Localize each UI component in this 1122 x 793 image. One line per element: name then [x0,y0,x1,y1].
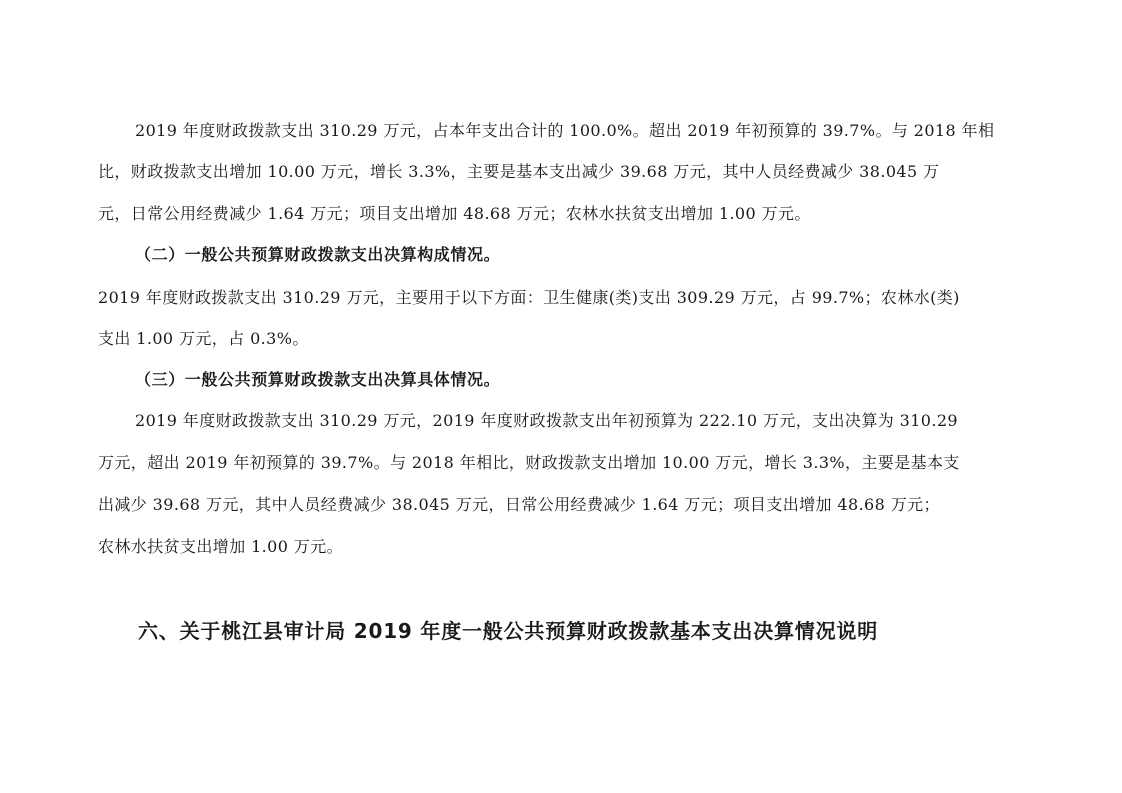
paragraph-line: 万元，超出 2019 年初预算的 39.7%。与 2018 年相比，财政拨款支出增加 10.00 万元，增长 3.3%，主要是基本支 [98,453,960,472]
section-heading-2: （二）一般公共预算财政拨款支出决算构成情况。 [135,245,501,264]
paragraph-line: 2019 年度财政拨款支出 310.29 万元，2019 年度财政拨款支出年初预算为 222.10 万元，支出决算为 310.29 [135,411,958,430]
section-heading-3: （三）一般公共预算财政拨款支出决算具体情况。 [135,370,501,389]
paragraph-line: 农林水扶贫支出增加 1.00 万元。 [98,537,343,556]
paragraph-line: 支出 1.00 万元，占 0.3%。 [98,329,309,348]
paragraph-line: 2019 年度财政拨款支出 310.29 万元，主要用于以下方面：卫生健康(类)支出 309.29 万元，占 99.7%；农林水(类) [98,288,960,307]
section-heading-6: 六、关于桃江县审计局 2019 年度一般公共预算财政拨款基本支出决算情况说明 [138,619,878,643]
paragraph-line: 元，日常公用经费减少 1.64 万元；项目支出增加 48.68 万元；农林水扶贫支出增加 1.00 万元。 [98,204,811,223]
paragraph-line: 出减少 39.68 万元，其中人员经费减少 38.045 万元，日常公用经费减少 1.64 万元；项目支出增加 48.68 万元； [98,495,940,514]
paragraph-line: 2019 年度财政拨款支出 310.29 万元，占本年支出合计的 100.0%。超出 2019 年初预算的 39.7%。与 2018 年相 [135,121,995,140]
paragraph-line: 比，财政拨款支出增加 10.00 万元，增长 3.3%，主要是基本支出减少 39.68 万元，其中人员经费减少 38.045 万 [98,162,940,181]
